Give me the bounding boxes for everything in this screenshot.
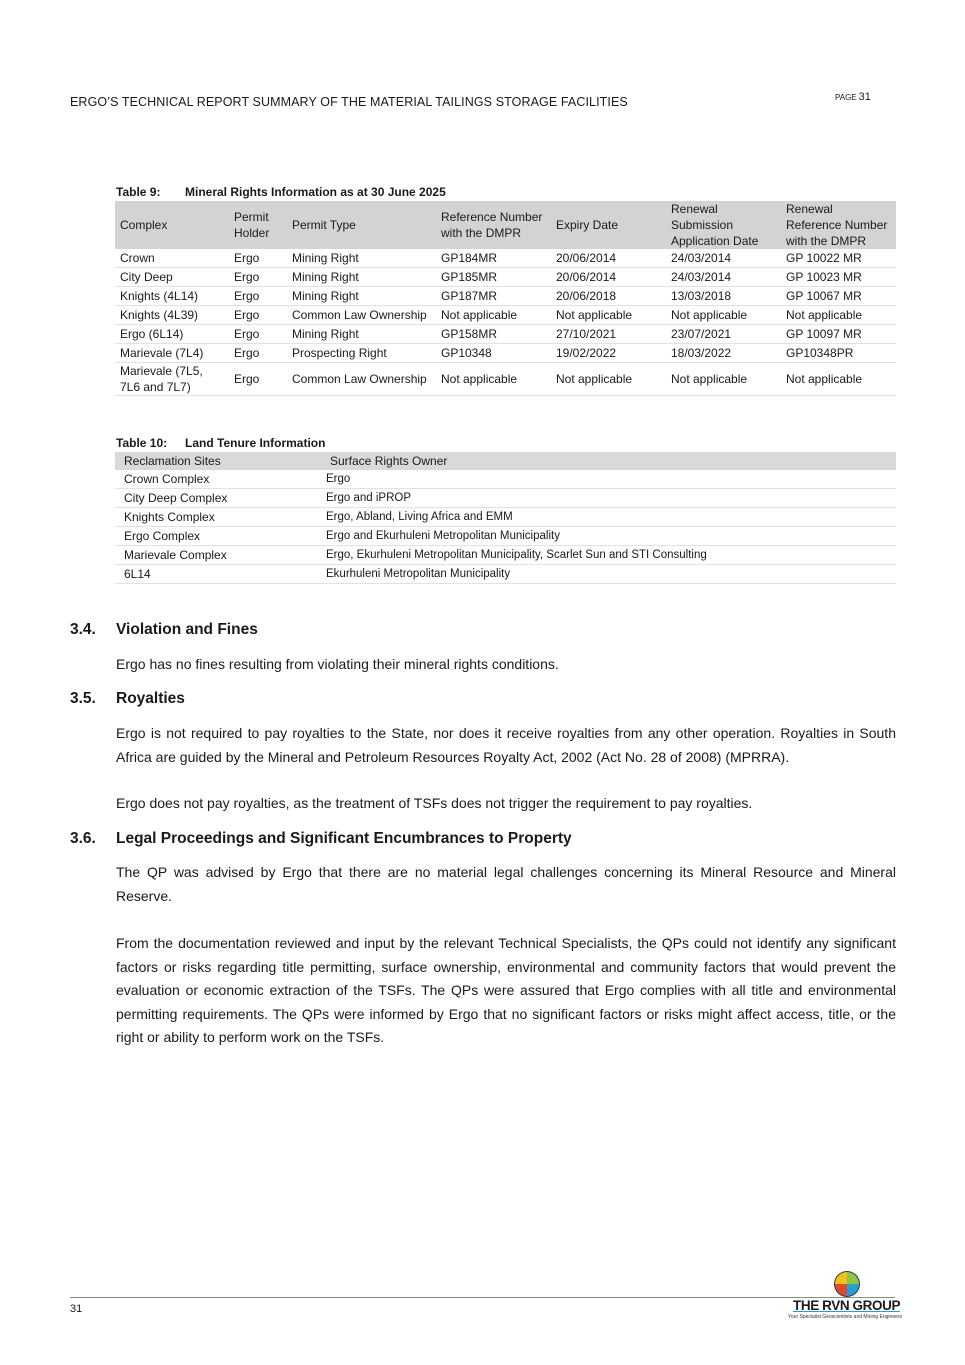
table-cell: Knights (4L39)	[115, 306, 229, 325]
table-cell: 20/06/2018	[551, 287, 666, 306]
table-cell: Mining Right	[287, 325, 436, 344]
table-cell: Knights Complex	[115, 508, 321, 527]
table-row	[115, 363, 896, 396]
table-header-row	[115, 452, 896, 470]
table-cell: GP10348PR	[781, 344, 896, 363]
table-cell: 24/03/2014	[666, 249, 781, 268]
section-heading-royalties: Royalties	[116, 690, 185, 707]
table-cell: Ergo	[229, 306, 287, 325]
table9-caption-title: Mineral Rights Information as at 30 June 2025	[185, 185, 446, 199]
table-cell: Ergo (6L14)	[115, 325, 229, 344]
table-cell: GP187MR	[436, 287, 551, 306]
table-row	[115, 306, 896, 325]
table-cell: Not applicable	[781, 363, 896, 396]
table-row	[115, 565, 896, 584]
table-cell: 13/03/2018	[666, 287, 781, 306]
section-heading-legal-proceedings: Legal Proceedings and Significant Encumbrances to Property	[116, 830, 572, 847]
column-header: Expiry Date	[551, 201, 666, 249]
report-title: ERGO’S TECHNICAL REPORT SUMMARY OF THE MATERIAL TAILINGS STORAGE FACILITIES	[70, 95, 628, 109]
table-header-row	[115, 201, 896, 249]
table-cell: Ergo and iPROP	[321, 489, 896, 508]
table-row	[115, 287, 896, 306]
paragraph: Ergo does not pay royalties, as the treatment of TSFs does not trigger the requirement to pay royalties.	[116, 795, 753, 811]
table-cell: 18/03/2022	[666, 344, 781, 363]
paragraph: Ergo is not required to pay royalties to the State, nor does it receive royalties from any other operation. Royalties in South Africa are guided by the Mineral and Petroleum Resources Royalty Act, 2002 (Act No. 28 of 2008) (MPRRA).	[116, 725, 896, 765]
table-cell: Ergo, Ekurhuleni Metropolitan Municipality, Scarlet Sun and STI Consulting	[321, 546, 896, 565]
table-cell: Ergo Complex	[115, 527, 321, 546]
table-cell: Not applicable	[666, 306, 781, 325]
table-cell: GP 10097 MR	[781, 325, 896, 344]
page-label: PAGE	[835, 93, 857, 102]
table-cell: Ergo and Ekurhuleni Metropolitan Municipality	[321, 527, 896, 546]
table-cell: GP 10067 MR	[781, 287, 896, 306]
table-cell: Mining Right	[287, 268, 436, 287]
table9-caption	[116, 185, 446, 199]
table-cell: Mining Right	[287, 249, 436, 268]
table-row	[115, 325, 896, 344]
table-cell: Not applicable	[551, 306, 666, 325]
table-cell: GP184MR	[436, 249, 551, 268]
column-header: Surface Rights Owner	[321, 452, 896, 470]
table-cell: 23/07/2021	[666, 325, 781, 344]
header-page-number	[835, 91, 871, 103]
table-cell: Ergo	[321, 470, 896, 489]
table-row	[115, 546, 896, 565]
table-row	[115, 268, 896, 287]
column-header: Permit Holder	[229, 201, 287, 249]
table-cell: Ekurhuleni Metropolitan Municipality	[321, 565, 896, 584]
table-cell: Common Law Ownership	[287, 306, 436, 325]
table-cell: Prospecting Right	[287, 344, 436, 363]
table-cell: GP 10022 MR	[781, 249, 896, 268]
table-row	[115, 527, 896, 546]
table-cell: Common Law Ownership	[287, 363, 436, 396]
column-header: Renewal Reference Number with the DMPR	[781, 201, 896, 249]
table-cell: GP10348	[436, 344, 551, 363]
section-number: 3.6.	[70, 830, 96, 847]
table-row	[115, 470, 896, 489]
table-cell: Marievale Complex	[115, 546, 321, 565]
table-cell: 20/06/2014	[551, 268, 666, 287]
table-row	[115, 489, 896, 508]
table-cell: Crown Complex	[115, 470, 321, 489]
table-cell: Not applicable	[551, 363, 666, 396]
table-cell: Marievale (7L5, 7L6 and 7L7)	[115, 363, 229, 396]
footer-page-number: 31	[70, 1303, 83, 1315]
column-header: Permit Type	[287, 201, 436, 249]
paragraph: Ergo has no fines resulting from violating their mineral rights conditions.	[116, 656, 559, 672]
table9-caption-number: Table 9:	[116, 185, 161, 199]
table-cell: Marievale (7L4)	[115, 344, 229, 363]
table-cell: Not applicable	[436, 306, 551, 325]
logo-wordmark: THE RVN GROUP	[793, 1298, 901, 1313]
table-cell: City Deep	[115, 268, 229, 287]
table-cell: 24/03/2014	[666, 268, 781, 287]
table-cell: Ergo	[229, 344, 287, 363]
table-cell: Knights (4L14)	[115, 287, 229, 306]
table-row	[115, 249, 896, 268]
logo-tagline: Your Specialist Geoscientists and Mining Engineers	[788, 1314, 903, 1320]
table-cell: Ergo	[229, 268, 287, 287]
table-cell: Ergo, Abland, Living Africa and EMM	[321, 508, 896, 527]
table10-caption-title: Land Tenure Information	[185, 436, 326, 450]
table10-caption	[116, 436, 325, 450]
column-header: Renewal Submission Application Date	[666, 201, 781, 249]
table-cell: 20/06/2014	[551, 249, 666, 268]
table-cell: GP185MR	[436, 268, 551, 287]
section-heading-violation-fines: Violation and Fines	[116, 621, 258, 638]
table-row	[115, 344, 896, 363]
table-cell: Ergo	[229, 249, 287, 268]
table10-caption-number: Table 10:	[116, 436, 168, 450]
paragraph: From the documentation reviewed and input by the relevant Technical Specialists, the QPs could not identify any significant factors or risks regarding title permitting, surface ownership, environmental and community factors that would prevent the evaluation or economic extraction of the TSFs. The QPs were assured that Ergo complies with all title and environmental permitting requirements. The QPs were informed by Ergo that no significant factors or risks might affect access, title, or the right or ability to perform work on the TSFs.	[116, 935, 896, 1045]
land-tenure-table	[115, 452, 896, 584]
table-cell: 19/02/2022	[551, 344, 666, 363]
table-cell: 6L14	[115, 565, 321, 584]
table-cell: GP158MR	[436, 325, 551, 344]
table-cell: Ergo	[229, 325, 287, 344]
table-cell: GP 10023 MR	[781, 268, 896, 287]
footer-divider	[70, 1297, 895, 1298]
table-cell: Not applicable	[781, 306, 896, 325]
column-header: Reclamation Sites	[115, 452, 321, 470]
table-cell: 27/10/2021	[551, 325, 666, 344]
table-cell: Mining Right	[287, 287, 436, 306]
section-number: 3.4.	[70, 621, 96, 638]
table-cell: Ergo	[229, 287, 287, 306]
table-cell: Not applicable	[666, 363, 781, 396]
table-cell: Crown	[115, 249, 229, 268]
section-number: 3.5.	[70, 690, 96, 707]
table-row	[115, 508, 896, 527]
paragraph: The QP was advised by Ergo that there are no material legal challenges concerning its Mineral Resource and Mineral Reserve.	[116, 864, 896, 904]
column-header: Complex	[115, 201, 229, 249]
mineral-rights-table	[115, 201, 896, 396]
table-cell: Ergo	[229, 363, 287, 396]
table-cell: City Deep Complex	[115, 489, 321, 508]
page-number-value: 31	[858, 91, 871, 103]
table-cell: Not applicable	[436, 363, 551, 396]
column-header: Reference Number with the DMPR	[436, 201, 551, 249]
